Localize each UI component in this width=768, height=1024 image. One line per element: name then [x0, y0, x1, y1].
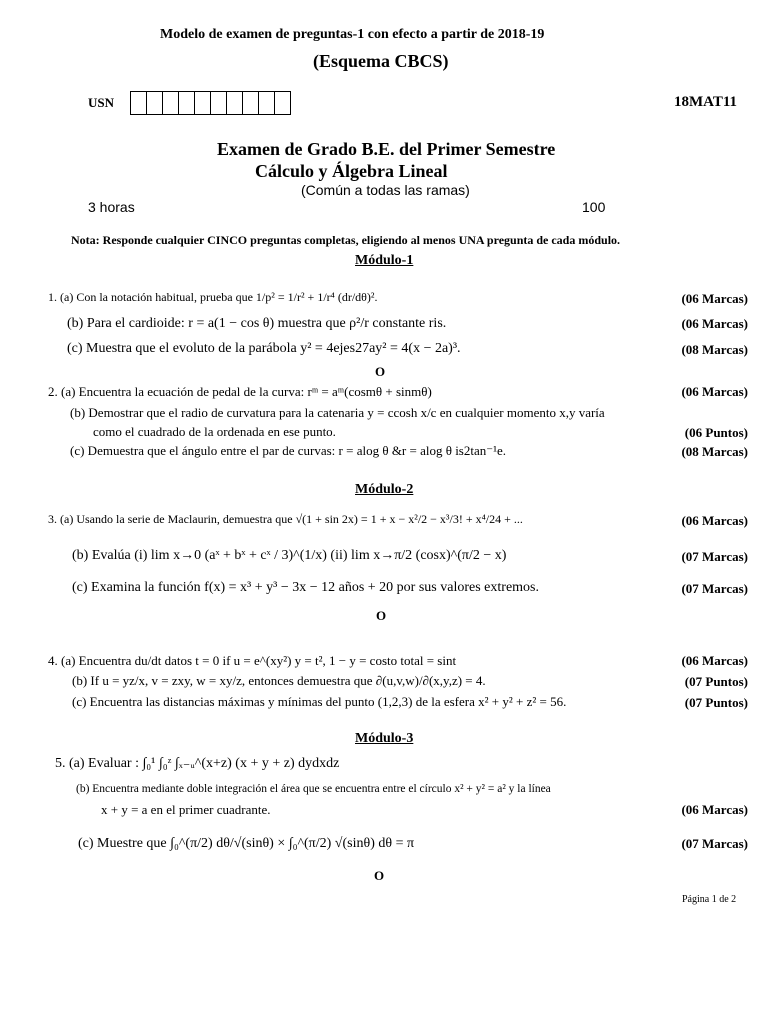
usn-label: USN	[88, 95, 115, 110]
usn-box[interactable]	[163, 92, 179, 114]
course-code: 18MAT11	[674, 94, 738, 110]
usn-box[interactable]	[179, 92, 195, 114]
usn-box[interactable]	[227, 92, 243, 114]
marks-3c: (07 Marcas)	[681, 581, 748, 596]
question-3b: (b) Evalúa (i) lim x→0 (aˣ + bˣ + cˣ / 3)^(1/x) (ii) lim x→π/2 (cosx)^(π/2 − x)	[72, 548, 507, 563]
module-3-heading: Módulo-3	[355, 731, 414, 746]
question-4a: 4. (a) Encuentra du/dt datos t = 0 if u = e^(xy²) y = t², 1 − y = costo total = sint	[48, 653, 457, 668]
usn-box[interactable]	[131, 92, 147, 114]
marks-4a: (06 Marcas)	[681, 653, 748, 668]
usn-box[interactable]	[147, 92, 163, 114]
question-1c: (c) Muestra que el evoluto de la parábola y² = 4ejes27ay² = 4(x − 2a)³.	[67, 341, 461, 356]
marks-1c: (08 Marcas)	[681, 342, 748, 357]
question-4c: (c) Encuentra las distancias máximas y mínimas del punto (1,2,3) de la esfera x² + y² + z² = 56.	[72, 694, 567, 709]
usn-input-boxes[interactable]	[130, 91, 291, 115]
question-4b: (b) If u = yz/x, v = zxy, w = xy/z, entonces demuestra que ∂(u,v,w)/∂(x,y,z) = 4.	[72, 673, 486, 688]
question-2b-line2: como el cuadrado de la ordenada en ese punto.	[93, 424, 336, 439]
usn-box[interactable]	[243, 92, 259, 114]
exam-model-line: Modelo de examen de preguntas-1 con efecto a partir de 2018-19	[160, 27, 545, 42]
marks-5b: (06 Marcas)	[681, 802, 748, 817]
question-3a: 3. (a) Usando la serie de Maclaurin, demuestra que √(1 + sin 2x) = 1 + x − x²/2 − x³/3! + x⁴/24 + ...	[48, 512, 523, 526]
marks-3a: (06 Marcas)	[681, 513, 748, 528]
branches-note: (Común a todas las ramas)	[301, 182, 470, 198]
question-2b-line1: (b) Demostrar que el radio de curvatura para la catenaria y = ccosh x/c en cualquier momento x,y varía	[70, 405, 605, 420]
marks-2a: (06 Marcas)	[681, 384, 748, 399]
or-separator-3: O	[374, 868, 385, 883]
usn-box[interactable]	[275, 92, 290, 114]
question-2c: (c) Demuestra que el ángulo entre el par de curvas: r = alog θ &r = alog θ is2tan⁻¹e.	[70, 443, 507, 458]
instructions-note: Nota: Responde cualquier CINCO preguntas completas, eligiendo al menos UNA pregunta de cada módulo.	[71, 233, 621, 247]
marks-4c: (07 Puntos)	[684, 695, 748, 710]
question-5b-line2: x + y = a en el primer cuadrante.	[101, 802, 271, 817]
or-separator-2: O	[376, 608, 387, 623]
question-1a: 1. (a) Con la notación habitual, prueba que 1/p² = 1/r² + 1/r⁴ (dr/dθ)².	[48, 290, 378, 304]
or-separator-1: O	[375, 364, 386, 379]
question-3c: (c) Examina la función f(x) = x³ + y³ − 3x − 12 años + 20 por sus valores extremos.	[72, 580, 539, 595]
scheme-title: (Esquema CBCS)	[313, 51, 449, 71]
usn-box[interactable]	[259, 92, 275, 114]
marks-1b: (06 Marcas)	[681, 316, 748, 331]
marks-3b: (07 Marcas)	[681, 549, 748, 564]
duration: 3 horas	[88, 199, 135, 215]
subject-title: Cálculo y Álgebra Lineal	[255, 161, 448, 181]
question-5b-line1: (b) Encuentra mediante doble integración el área que se encuentra entre el círculo x² + y² = a² y la línea	[76, 783, 551, 795]
usn-box[interactable]	[211, 92, 227, 114]
marks-2c: (08 Marcas)	[681, 444, 748, 459]
question-5c: (c) Muestre que ∫₀^(π/2) dθ/√(sinθ) × ∫₀^(π/2) √(sinθ) dθ = π	[78, 836, 415, 851]
page-number: Página 1 de 2	[682, 894, 737, 905]
question-5a: 5. (a) Evaluar : ∫₀¹ ∫₀ᶻ ∫ₓ₋ᵤ^(x+z) (x + y + z) dydxdz	[55, 756, 340, 771]
marks-4b: (07 Puntos)	[684, 674, 748, 689]
marks-5c: (07 Marcas)	[681, 836, 748, 851]
question-1b: (b) Para el cardioide: r = a(1 − cos θ) muestra que ρ²/r constante ris.	[67, 316, 447, 331]
max-marks: 100	[582, 199, 606, 215]
question-2a: 2. (a) Encuentra la ecuación de pedal de la curva: rᵐ = aᵐ(cosmθ + sinmθ)	[48, 384, 432, 399]
marks-2b: (06 Puntos)	[684, 425, 748, 440]
module-2-heading: Módulo-2	[355, 482, 414, 497]
exam-title: Examen de Grado B.E. del Primer Semestre	[217, 139, 556, 159]
module-1-heading: Módulo-1	[355, 253, 414, 268]
marks-1a: (06 Marcas)	[681, 291, 748, 306]
usn-box[interactable]	[195, 92, 211, 114]
